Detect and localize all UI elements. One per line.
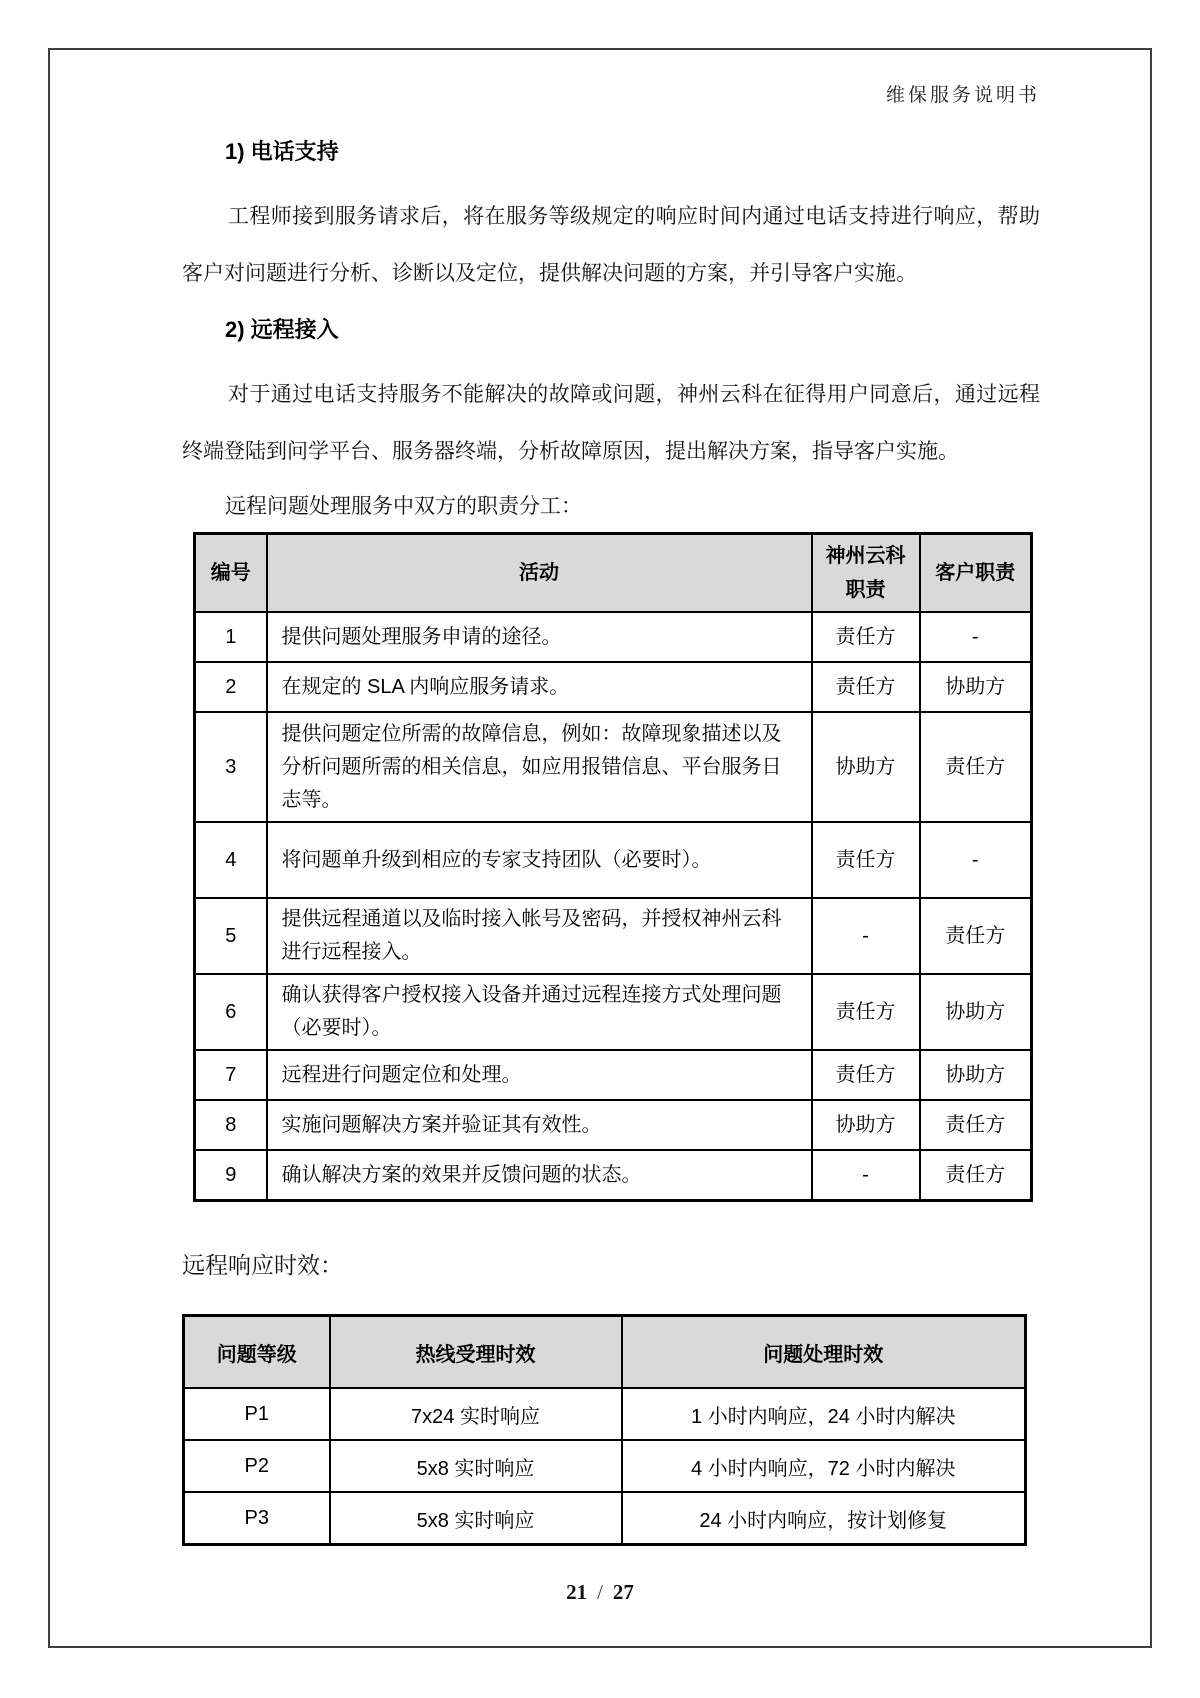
section-1-paragraph: 工程师接到服务请求后，将在服务等级规定的响应时间内通过电话支持进行响应，帮助客户对问题进行分析、诊断以及定位，提供解决问题的方案，并引导客户实施。: [182, 205, 1040, 285]
cell-handling-sla: 24 小时内响应，按计划修复: [622, 1492, 1026, 1545]
cell-customer-role: -: [920, 822, 1032, 898]
responsibility-table: [193, 532, 1033, 1202]
cell-handling-sla: 4 小时内响应，72 小时内解决: [622, 1440, 1026, 1492]
cell-dc-role: 责任方: [812, 974, 920, 1050]
section-2-paragraph: 对于通过电话支持服务不能解决的故障或问题，神州云科在征得用户同意后，通过远程终端登陆到问学平台、服务器终端，分析故障原因，提出解决方案，指导客户实施。: [182, 383, 1040, 463]
cell-customer-role: -: [920, 612, 1032, 662]
cell-customer-role: 协助方: [920, 662, 1032, 712]
section-2-heading: 2) 远程接入: [225, 317, 339, 342]
cell-dc-role: 责任方: [812, 822, 920, 898]
cell-activity: 实施问题解决方案并验证其有效性。: [267, 1100, 812, 1150]
cell-no: 7: [195, 1050, 267, 1100]
cell-hotline-sla: 7x24 实时响应: [330, 1388, 622, 1440]
table-row: [195, 898, 1032, 974]
cell-dc-role: 责任方: [812, 612, 920, 662]
header-cell-customer-role: 客户职责: [920, 534, 1032, 613]
footer-separator: /: [597, 1580, 603, 1604]
cell-activity: 提供问题处理服务申请的途径。: [267, 612, 812, 662]
header-cell-problem-level: 问题等级: [184, 1316, 330, 1389]
cell-activity: 确认获得客户授权接入设备并通过远程连接方式处理问题（必要时）。: [267, 974, 812, 1050]
header-cell-activity: 活动: [267, 534, 812, 613]
response-time-heading: 远程响应时效：: [182, 1252, 343, 1278]
table-row: [195, 1150, 1032, 1201]
cell-problem-level: P3: [184, 1492, 330, 1545]
table-row: [195, 662, 1032, 712]
cell-problem-level: P2: [184, 1440, 330, 1492]
cell-customer-role: 协助方: [920, 974, 1032, 1050]
cell-activity: 确认解决方案的效果并反馈问题的状态。: [267, 1150, 812, 1201]
cell-activity: 在规定的 SLA 内响应服务请求。: [267, 662, 812, 712]
cell-no: 4: [195, 822, 267, 898]
page-content: [182, 0, 1040, 1546]
doc-header-title: 维保服务说明书: [885, 85, 1040, 106]
footer-page-current: 21: [566, 1580, 588, 1604]
table-row: [195, 612, 1032, 662]
header-cell-handling-sla: 问题处理时效: [622, 1316, 1026, 1389]
cell-dc-role: 协助方: [812, 1100, 920, 1150]
cell-hotline-sla: 5x8 实时响应: [330, 1440, 622, 1492]
header-cell-no: 编号: [195, 534, 267, 613]
cell-no: 1: [195, 612, 267, 662]
cell-activity: 远程进行问题定位和处理。: [267, 1050, 812, 1100]
cell-activity: 提供远程通道以及临时接入帐号及密码，并授权神州云科进行远程接入。: [267, 898, 812, 974]
table-row: [184, 1440, 1026, 1492]
responsibility-table-header-row: [195, 534, 1032, 613]
cell-customer-role: 责任方: [920, 898, 1032, 974]
cell-problem-level: P1: [184, 1388, 330, 1440]
cell-customer-role: 责任方: [920, 1100, 1032, 1150]
cell-dc-role: -: [812, 1150, 920, 1201]
sla-table: [182, 1314, 1027, 1546]
cell-no: 3: [195, 712, 267, 822]
cell-dc-role: 责任方: [812, 662, 920, 712]
table-row: [195, 1100, 1032, 1150]
cell-no: 5: [195, 898, 267, 974]
cell-dc-role: 协助方: [812, 712, 920, 822]
table-row: [195, 822, 1032, 898]
page-footer: [0, 1580, 1200, 1605]
cell-dc-role: -: [812, 898, 920, 974]
cell-no: 6: [195, 974, 267, 1050]
table-row: [195, 712, 1032, 822]
table-row: [184, 1388, 1026, 1440]
cell-no: 8: [195, 1100, 267, 1150]
footer-page-total: 27: [612, 1580, 634, 1604]
header-cell-hotline-sla: 热线受理时效: [330, 1316, 622, 1389]
cell-no: 2: [195, 662, 267, 712]
cell-activity: 提供问题定位所需的故障信息，例如：故障现象描述以及分析问题所需的相关信息，如应用报错信息、平台服务日志等。: [267, 712, 812, 822]
cell-no: 9: [195, 1150, 267, 1201]
cell-activity: 将问题单升级到相应的专家支持团队（必要时）。: [267, 822, 812, 898]
table-row: [184, 1492, 1026, 1545]
cell-handling-sla: 1 小时内响应，24 小时内解决: [622, 1388, 1026, 1440]
cell-customer-role: 责任方: [920, 712, 1032, 822]
header-cell-dc-role: 神州云科职责: [812, 534, 920, 613]
table-row: [195, 974, 1032, 1050]
sla-table-header-row: [184, 1316, 1026, 1389]
responsibility-intro: 远程问题处理服务中双方的职责分工：: [225, 495, 582, 518]
cell-dc-role: 责任方: [812, 1050, 920, 1100]
cell-customer-role: 协助方: [920, 1050, 1032, 1100]
table-row: [195, 1050, 1032, 1100]
cell-hotline-sla: 5x8 实时响应: [330, 1492, 622, 1545]
cell-customer-role: 责任方: [920, 1150, 1032, 1201]
section-1-heading: 1) 电话支持: [225, 139, 339, 164]
